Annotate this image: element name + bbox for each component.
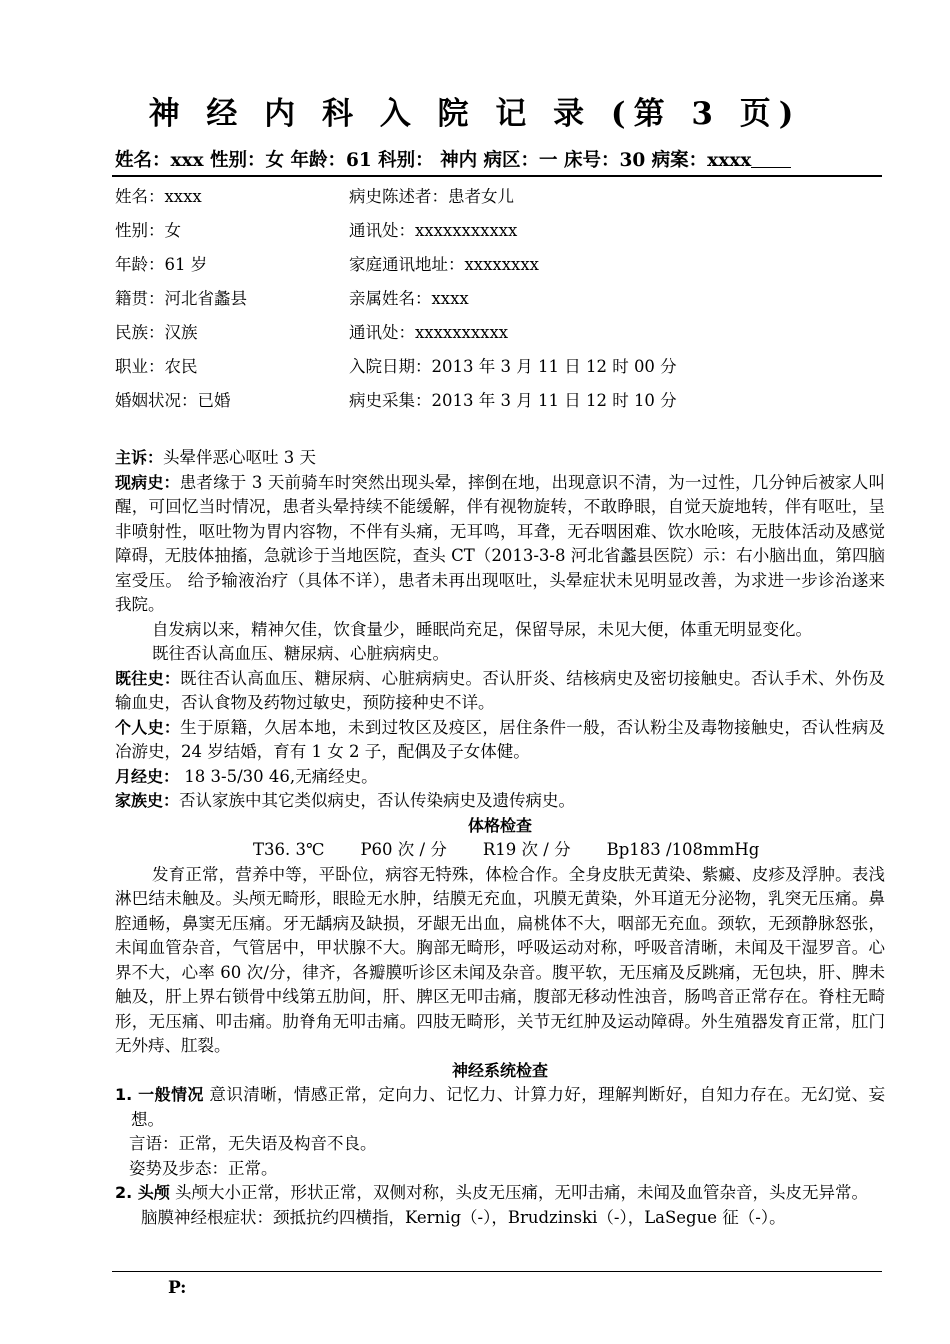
family-history-label: 家族史：	[115, 791, 180, 810]
info-row	[115, 285, 469, 309]
physical-exam-text: 发育正常，营养中等，平卧位，病容无特殊，体检合作。全身皮肤无黄染、紫癜、皮疹及浮肿。表浅淋巴结未触及。头颅无畸形，眼睑无水肿，结膜无充血，巩膜无黄染，外耳道无分泌物，乳突无压痛。鼻腔通畅，鼻窦无压痛。牙无龋病及缺损，牙龈无出血，扁桃体不大，咽部无充血。颈软，无颈静脉怒张，未闻血管杂音，气管居中，甲状腺不大。胸部无畸形，呼吸运动对称，呼吸音清晰，未闻及干湿罗音。心界不大，心率 60 次/分，律齐，各瓣膜听诊区未闻及杂音。腹平软，无压痛及反跳痛，无包块，肝、脾未触及，肝上界右锁骨中线第五肋间，肝、脾区无叩击痛，腹部无移动性浊音，肠鸣音正常存在。脊柱无畸形，无压痛、叩击痛。肋脊角无叩击痛。四肢无畸形，关节无红肿及运动障碍。外生殖器发育正常，肛门无外痔、肛裂。	[115, 864, 885, 1055]
patient-header-text: 姓名：xxx 性别：女 年龄：61 科别： 神内 病区：一 床号：30 病案：xxxx	[115, 150, 752, 171]
past-history-text: 既往否认高血压、糖尿病、心脏病病史。否认肝炎、结核病史及密切接触史。否认手术、外伤及输血史，否认食物及药物过敏史，预防接种史不详。	[115, 668, 885, 712]
physical-exam-heading: 体格检查	[467, 815, 532, 835]
vital-blood-pressure: Bp183 /108mmHg	[606, 840, 760, 859]
menstrual-history	[115, 765, 885, 790]
neuro-gait: 姿势及步态：正常。	[129, 1158, 278, 1178]
chief-complaint-label: 主诉：	[115, 448, 164, 467]
record-body	[115, 446, 885, 1230]
past-history	[115, 667, 885, 716]
vital-temperature: T36. 3℃	[253, 840, 325, 859]
personal-history-label: 个人史：	[115, 717, 181, 737]
neuro-general-label: 1. 一般情况	[115, 1085, 204, 1104]
menstrual-history-label: 月经史：	[115, 766, 180, 786]
menstrual-history-text: 18 3-5/30 46,无痛经史。	[179, 766, 378, 786]
family-history-text: 否认家族中其它类似病史，否认传染病史及遗传病史。	[179, 791, 576, 810]
chief-complaint	[115, 446, 885, 471]
neuro-head	[115, 1181, 885, 1206]
info-right: 入院日期：2013 年 3 月 11 日 12 时 00 分	[349, 357, 677, 376]
personal-history	[115, 716, 885, 765]
info-left: 姓名：xxxx	[115, 187, 202, 206]
present-illness-para2: 自发病以来，精神欠佳，饮食量少，睡眠尚充足，保留导尿，未见大便，体重无明显变化。	[152, 619, 812, 639]
past-history-label: 既往史：	[115, 668, 181, 688]
present-illness-text: 患者缘于 3 天前骑车时突然出现头晕，摔倒在地，出现意识不清，为一过性，几分钟后被家人叫醒，可回忆当时情况，患者头晕持续不能缓解，伴有视物旋转，不敢睁眼，自觉天旋地转，伴有呕吐，呈非喷射性，呕吐物为胃内容物，不伴有头痛，无耳鸣，耳聋，无吞咽困难、饮水呛咳，无肢体活动及感觉障碍，无肢体抽搐，急就诊于当地医院，查头 CT（2013-3-8 河北省蠡县医院）示：右小脑出血，第四脑室受压。 给予输液治疗（具体不详），患者未再出现呕吐，头晕症状未见明显改善，为求进一步诊治遂来我院。	[115, 472, 885, 614]
info-right: 亲属姓名：xxxx	[349, 289, 469, 308]
vital-pulse: P60 次 / 分	[360, 840, 447, 859]
neuro-general-text: 意识清晰，情感正常，定向力、记忆力、计算力好，理解判断好，自知力存在。无幻觉、妄想。	[131, 1085, 885, 1129]
info-left: 年龄：61 岁	[115, 255, 208, 274]
info-right: 通讯处：xxxxxxxxxxx	[349, 221, 518, 240]
footer-divider	[112, 1271, 882, 1272]
neuro-exam-heading: 神经系统检查	[451, 1060, 548, 1080]
present-illness-para3: 既往否认高血压、糖尿病、心脏病病史。	[152, 644, 449, 663]
neuro-head-label: 2. 头颅	[115, 1183, 170, 1202]
vital-respiration: R19 次 / 分	[482, 840, 571, 859]
present-illness	[115, 471, 885, 618]
patient-header	[115, 146, 890, 172]
neuro-general	[115, 1083, 885, 1132]
family-history	[115, 789, 885, 814]
info-row	[115, 251, 539, 275]
footer-label: P:	[168, 1278, 187, 1298]
info-left: 婚姻状况：已婚	[115, 391, 231, 410]
info-left: 籍贯：河北省蠡县	[115, 289, 247, 308]
info-row	[115, 183, 514, 207]
info-row	[115, 319, 509, 343]
page-title: 神 经 内 科 入 院 记 录 (第 3 页)	[148, 96, 802, 132]
neuro-head-text: 头颅大小正常，形状正常，双侧对称，头皮无压痛，无叩击痛，未闻及血管杂音，头皮无异常。	[169, 1183, 869, 1202]
chief-complaint-text: 头晕伴恶心呕吐 3 天	[163, 448, 317, 467]
vital-signs	[115, 838, 885, 863]
info-row	[115, 217, 518, 241]
info-row	[115, 387, 677, 411]
present-illness-label: 现病史：	[115, 472, 180, 492]
info-left: 性别：女	[115, 221, 181, 240]
personal-history-text: 生于原籍，久居本地，未到过牧区及疫区，居住条件一般，否认粉尘及毒物接触史，否认性病及冶游史，24 岁结婚，育有 1 女 2 子，配偶及子女体健。	[115, 717, 885, 761]
header-underline-blank	[751, 149, 791, 168]
info-right: 病史陈述者：患者女儿	[349, 187, 514, 206]
info-row	[115, 353, 677, 377]
info-right: 家庭通讯地址：xxxxxxxx	[349, 255, 539, 274]
info-right: 通讯处：xxxxxxxxxx	[349, 323, 509, 342]
info-right: 病史采集：2013 年 3 月 11 日 12 时 10 分	[349, 391, 677, 410]
info-left: 职业：农民	[115, 357, 198, 376]
neuro-meningeal: 脑膜神经根症状：颈抵抗约四横指，Kernig（-），Brudzinski（-），LaSegue 征（-）。	[141, 1207, 786, 1227]
info-left: 民族：汉族	[115, 323, 198, 342]
header-divider	[112, 175, 882, 177]
neuro-speech: 言语：正常，无失语及构音不良。	[129, 1134, 377, 1153]
